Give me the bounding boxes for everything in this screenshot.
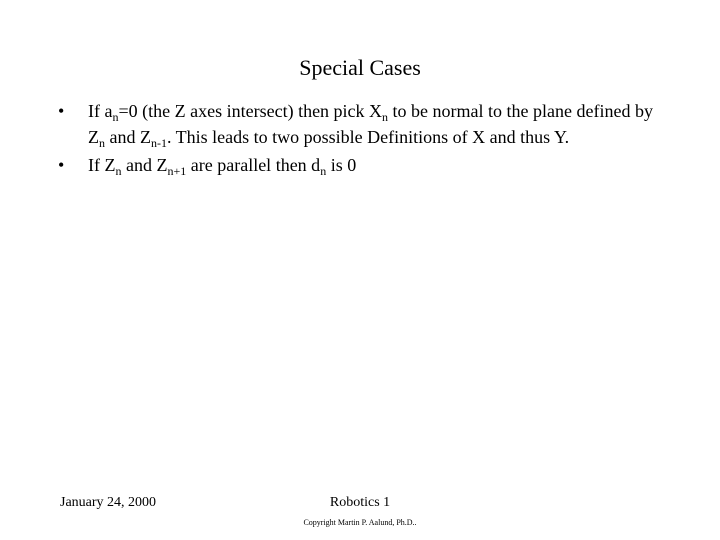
footer-copyright: Copyright Martin P. Aalund, Ph.D.. [303, 518, 417, 527]
footer-date: January 24, 2000 [60, 495, 157, 510]
footer-title: Robotics 1 [329, 495, 391, 510]
bullet-item-2 [58, 152, 668, 178]
slide-title: Special Cases [299, 55, 421, 80]
bullet-text: If $a_n=0$ (the Z axes intersect) then pick $X_n$ to be normal to the plane defined by $Z_n$ and $Z_{n-1}$. This leads to two possible Definitions of X and thus Y. [88, 101, 653, 150]
bullet-text: If $Z_n$ and $Z_{n+1}$ are parallel then $d_n$ is 0 [88, 155, 357, 178]
bullet-marker: • [58, 155, 65, 175]
bullet-list [58, 98, 668, 180]
bullet-item-1 [58, 98, 668, 150]
bullet-marker: • [58, 101, 65, 121]
